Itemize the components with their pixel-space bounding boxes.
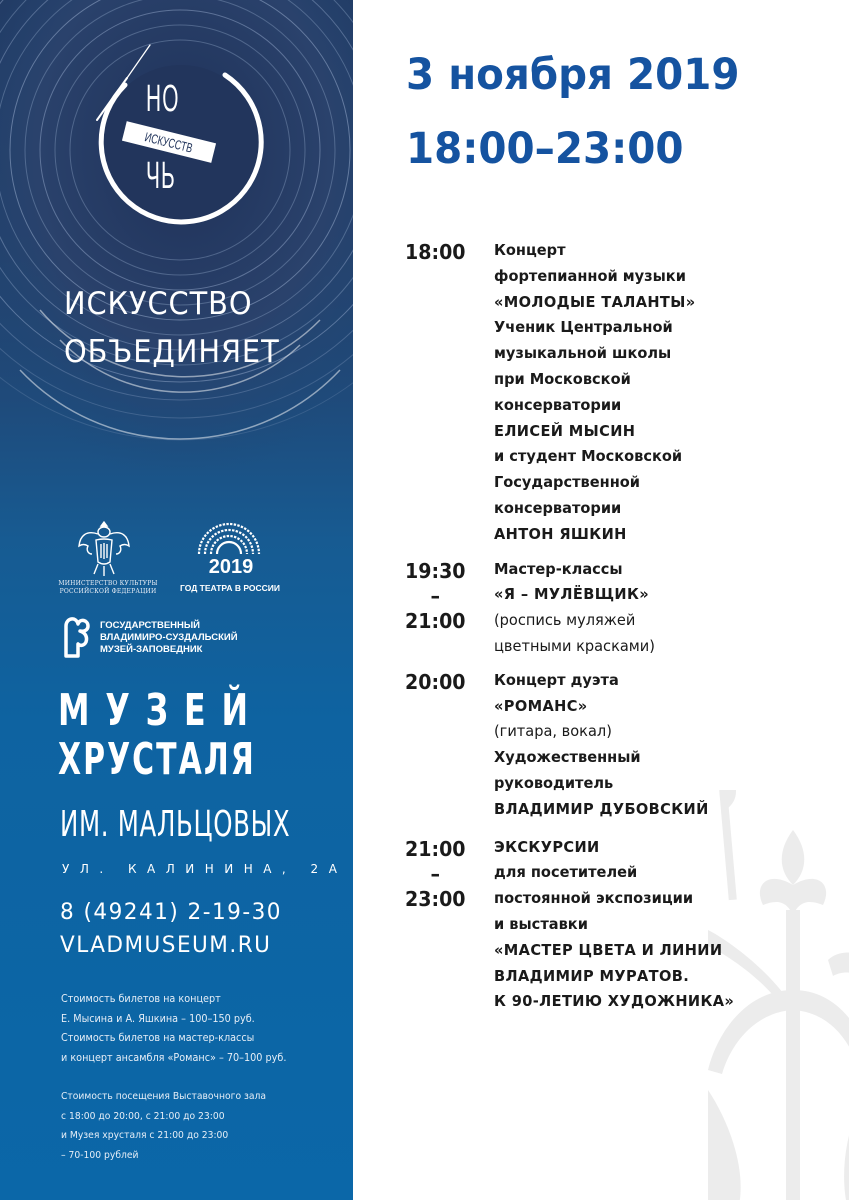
description-line: ВЛАДИМИР ДУБОВСКИЙ	[494, 799, 709, 818]
schedule-description	[493, 557, 833, 660]
price-line: Стоимость билетов на мастер-классы	[61, 1032, 255, 1044]
time-start: 20:00	[405, 669, 466, 694]
exhibition-price-line: – 70-100 рублей	[61, 1149, 139, 1161]
ministry-of-culture-label	[58, 580, 158, 596]
ministry-line-1: МИНИСТЕРСТВО КУЛЬТУРЫ	[58, 580, 158, 587]
description-line: Художественный	[494, 748, 641, 767]
description-line: цветными красками)	[494, 636, 655, 655]
time-dash: –	[430, 583, 441, 608]
time-end: 21:00	[405, 608, 466, 633]
schedule-time	[403, 238, 489, 548]
schedule-item	[403, 557, 833, 660]
description-line: «Я – МУЛЁВЩИК»	[494, 585, 650, 604]
description-line: и выставки	[494, 914, 588, 933]
description-line: ЕЛИСЕЙ МЫСИН	[494, 421, 636, 440]
description-line: постоянной экспозиции	[494, 889, 694, 908]
tagline-line-1: ИСКУССТВО	[64, 286, 253, 322]
description-line: «МАСТЕР ЦВЕТА И ЛИНИИ	[494, 940, 723, 959]
night-of-arts-logo	[95, 40, 275, 230]
description-line: АНТОН ЯШКИН	[494, 524, 627, 543]
address: УЛ. КАЛИНИНА, 2А	[62, 862, 348, 876]
vladimir-suzdal-museum-icon	[62, 614, 92, 658]
description-line: при Московской	[494, 369, 631, 388]
description-line: консерватории	[494, 498, 622, 517]
museum-reserve-line-2: ВЛАДИМИРО-СУЗДАЛЬСКИЙ	[100, 632, 238, 643]
right-panel	[353, 0, 849, 1200]
schedule-time	[403, 668, 489, 823]
theatre-year: 2019	[208, 556, 254, 578]
ministry-line-2: РОССИЙСКОЙ ФЕДЕРАЦИИ	[59, 588, 157, 595]
description-line: Концерт	[494, 241, 566, 259]
website-link[interactable]: VLADMUSEUM.RU	[60, 933, 272, 958]
time-start: 18:00	[405, 240, 466, 264]
description-line: консерватории	[494, 395, 622, 414]
museum-reserve-line-3: МУЗЕЙ-ЗАПОВЕДНИК	[100, 644, 203, 655]
description-line: фортепианной музыки	[494, 266, 686, 285]
museum-name-line-3: ИМ. МАЛЬЦОВЫХ	[60, 804, 291, 845]
schedule-item	[403, 668, 833, 823]
description-line: Концерт дуэта	[494, 670, 619, 689]
description-line: «РОМАНС»	[494, 696, 588, 715]
price-line: и концерт ансамбля «Романс» – 70–100 руб.	[61, 1051, 287, 1064]
phone-number: 8 (49241) 2-19-30	[60, 900, 282, 925]
schedule-item	[403, 238, 833, 548]
schedule-description	[493, 668, 833, 823]
event-hours: 18:00–23:00	[406, 124, 684, 174]
time-start: 19:30	[405, 558, 466, 583]
event-date: 3 ноября 2019	[406, 50, 740, 100]
schedule-time	[403, 557, 489, 660]
time-end: 23:00	[405, 886, 466, 911]
description-line: Ученик Центральной	[494, 318, 673, 337]
schedule-time	[403, 835, 489, 1016]
logo-band-text: ИСКУССТВ	[143, 128, 195, 156]
schedule-description	[493, 238, 833, 548]
ticket-prices	[61, 990, 346, 1165]
time-start: 21:00	[405, 836, 466, 861]
description-line: К 90-ЛЕТИЮ ХУДОЖНИКА»	[494, 992, 735, 1011]
schedule-item	[403, 835, 833, 1016]
tagline	[64, 280, 344, 376]
description-line: (гитара, вокал)	[494, 722, 612, 741]
description-line: ЭКСКУРСИИ	[494, 837, 600, 856]
description-line: ВЛАДИМИР МУРАТОВ.	[494, 966, 690, 985]
description-line: для посетителей	[494, 863, 638, 882]
description-line: Мастер-классы	[494, 559, 623, 578]
price-line: Е. Мысина и А. Яшкина – 100–150 руб.	[61, 1012, 255, 1025]
museum-reserve-label	[100, 620, 238, 656]
theatre-arch-icon	[196, 518, 262, 556]
description-line: Государственной	[494, 473, 640, 492]
schedule	[403, 238, 833, 1015]
left-panel	[0, 0, 353, 1200]
logo-bottom-letters: ЧЬ	[146, 155, 176, 197]
theatre-year-caption: ГОД ТЕАТРА В РОССИИ	[180, 583, 280, 593]
museum-name-line-1: МУЗЕЙ	[58, 685, 264, 736]
exhibition-price-line: Стоимость посещения Выставочного зала	[61, 1091, 267, 1102]
time-dash: –	[430, 861, 441, 886]
exhibition-price-line: и Музея хрусталя с 21:00 до 23:00	[61, 1130, 229, 1141]
description-line: музыкальной школы	[494, 344, 672, 363]
description-line: «МОЛОДЫЕ ТАЛАНТЫ»	[494, 292, 696, 311]
exhibition-price-line: с 18:00 до 20:00, с 21:00 до 23:00	[61, 1110, 225, 1122]
schedule-description	[493, 835, 833, 1016]
price-line: Стоимость билетов на концерт	[61, 993, 221, 1005]
description-line: (роспись муляжей	[494, 611, 636, 630]
museum-name-line-2: ХРУСТАЛЯ	[58, 734, 256, 785]
description-line: руководитель	[494, 773, 614, 792]
tagline-line-2: ОБЪЕДИНЯЕТ	[64, 334, 280, 370]
double-headed-eagle-icon	[76, 518, 132, 580]
museum-reserve-line-1: ГОСУДАРСТВЕННЫЙ	[100, 620, 201, 631]
description-line: и студент Московской	[494, 447, 683, 466]
logo-top-letters: НО	[146, 78, 180, 120]
